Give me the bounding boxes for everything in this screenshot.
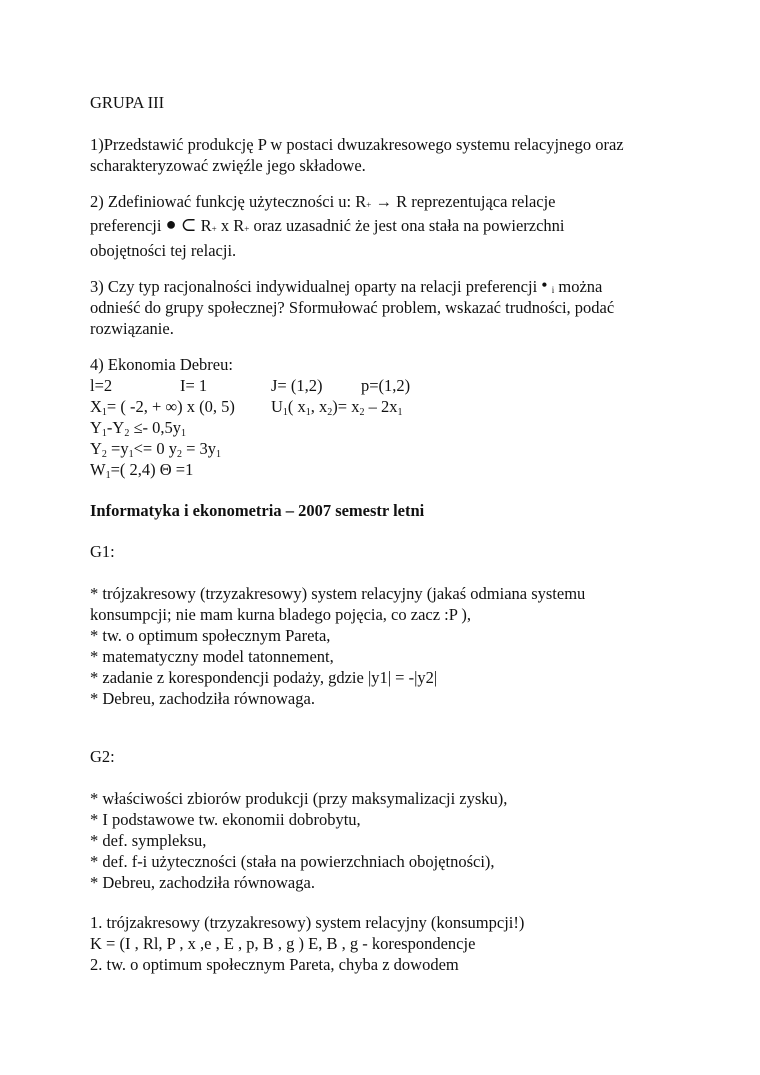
q2-line3: obojętności tej relacji. xyxy=(90,241,237,260)
q1-line1: 1)Przedstawić produkcję P w postaci dwuzakresowego systemu relacyjnego oraz xyxy=(90,135,624,154)
q4-y1: $Y_1-Y_2 \le- 0,5y_1$ xyxy=(90,418,187,439)
q4-l: l=2 xyxy=(90,376,113,395)
g1-item: konsumpcji; nie mam kurna bladego pojęcia, co zacz :P ), xyxy=(90,605,472,624)
q3-line1-pre: 3) Czy typ racjonalności indywidualnej oparty na relacji preferencji xyxy=(90,277,538,296)
preference-dot-icon: ● xyxy=(165,214,177,234)
q3-line1-post: można xyxy=(558,277,603,296)
preference-dot-icon: • xyxy=(541,275,548,295)
q4-y2: $Y_2 =y_1<= 0$ $y_2 = 3y_1$ xyxy=(90,439,222,460)
g1-item: * trójzakresowy (trzyzakresowy) system relacyjny (jakaś odmiana systemu xyxy=(90,584,586,603)
q3-subscript: i xyxy=(551,285,555,295)
g2-item: * właściwości zbiorów produkcji (przy maksymalizacji zysku), xyxy=(90,789,508,808)
q4-params-row xyxy=(90,375,690,396)
q3-line3: rozwiązanie. xyxy=(90,319,174,338)
g1-label: G1: xyxy=(90,542,115,561)
g1-item: * zadanie z korespondencji podaży, gdzie |y1| = -|y2| xyxy=(90,668,438,687)
q2-line2-pre: preferencji xyxy=(90,216,162,235)
q4-J: J= (1,2) xyxy=(271,376,323,395)
q4-p: p=(1,2) xyxy=(361,376,411,395)
q4-I: I= 1 xyxy=(180,376,208,395)
q3-line2: odnieść do grupy społecznej? Sformułować problem, wskazać trudności, podać xyxy=(90,298,615,317)
g1-item: * Debreu, zachodziła równowaga. xyxy=(90,689,315,708)
g2-item: * I podstawowe tw. ekonomii dobrobytu, xyxy=(90,810,361,829)
q4-x1-row xyxy=(90,396,690,417)
g2-label: G2: xyxy=(90,747,115,766)
q4-w1: $W_1=$( 2,4) Θ =1 xyxy=(90,460,194,481)
g2-item: * def. sympleksu, xyxy=(90,831,207,850)
q1-line2: scharakteryzować zwięźle jego składowe. xyxy=(90,156,366,175)
q4-title: 4) Ekonomia Debreu: xyxy=(90,355,233,374)
note-line: 1. trójzakresowy (trzyzakresowy) system relacyjny (konsumpcji!) xyxy=(90,913,525,932)
subset-icon: ⊂ xyxy=(180,215,197,236)
note-line: 2. tw. o optimum społecznym Pareta, chyba z dowodem xyxy=(90,955,459,974)
note-line: K = (I , Rl, P , x ,e , E , p, B , g ) E, B , g - korespondencje xyxy=(90,934,476,953)
g2-item: * Debreu, zachodziła równowaga. xyxy=(90,873,315,892)
q2-line1: 2) Zdefiniować funkcję użyteczności u: R+ → R reprezentująca relacje xyxy=(90,192,556,211)
q4-x1: $X_1=$ ( -2, + ∞) x (0, 5) xyxy=(90,397,235,418)
g2-item: * def. f-i użyteczności (stała na powierzchniach obojętności), xyxy=(90,852,495,871)
heading: GRUPA III xyxy=(90,93,165,112)
q2-line2: preferencji ● ⊂ R+ x R+ oraz uzasadnić że jest ona stała na powierzchni xyxy=(90,214,565,236)
g1-item: * matematyczny model tatonnement, xyxy=(90,647,334,666)
section-title: Informatyka i ekonometria – 2007 semestr letni xyxy=(90,501,425,520)
q4-u1: $U_1$( $x_1$, $x_2)= x_2 - 2x_1$ xyxy=(271,397,403,418)
g1-item: * tw. o optimum społecznym Pareta, xyxy=(90,626,331,645)
